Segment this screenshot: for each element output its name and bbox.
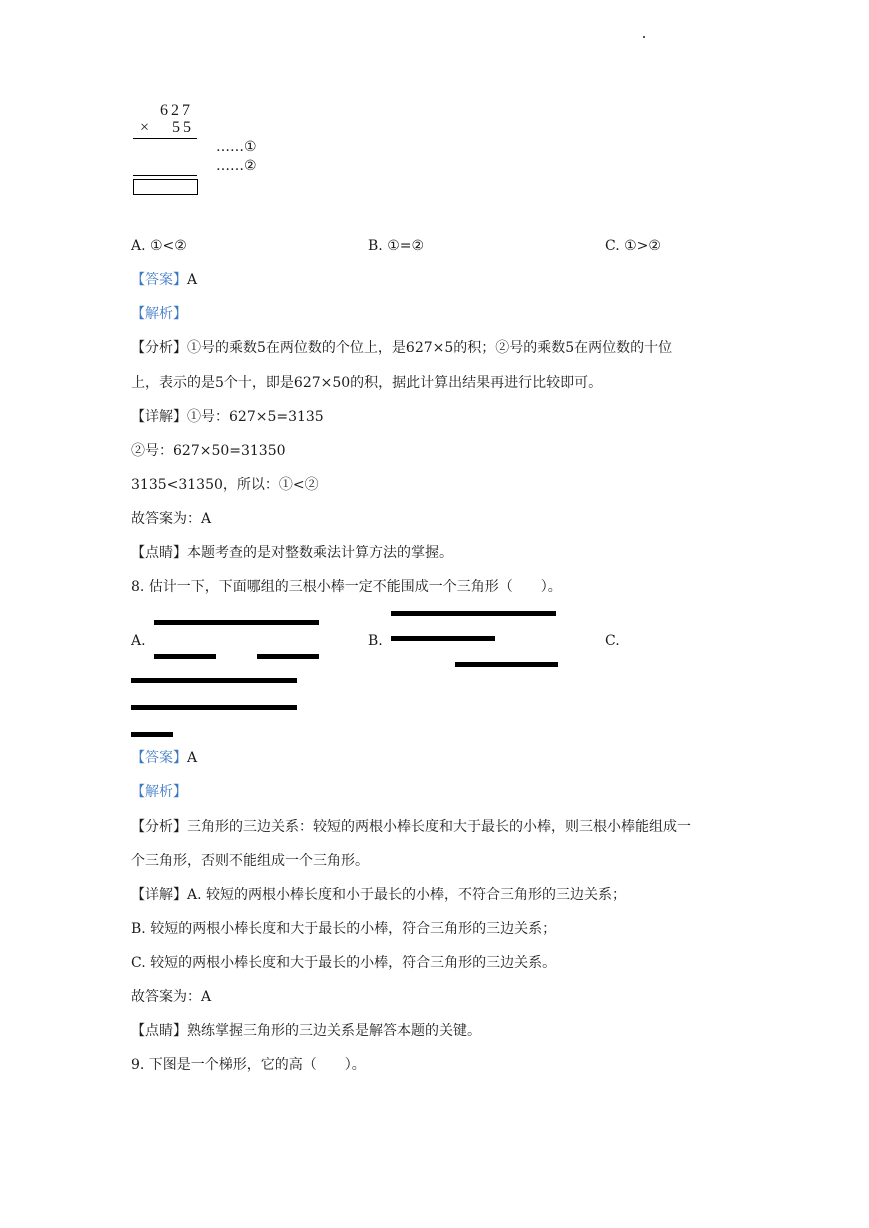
bottom-number: 55	[172, 119, 194, 136]
times-sign: ×	[140, 119, 153, 136]
option-c-stick-1	[131, 678, 297, 683]
q8-dianjing	[131, 1021, 481, 1041]
q7-conclusion: 故答案为：A	[131, 511, 212, 527]
q8-option-a-label: A.	[131, 633, 146, 649]
q7-fenxi-line2: 上，表示的是5个十，即是627×50的积，据此计算出结果再进行比较即可。	[131, 375, 603, 391]
xiangjie-text: A. 较短的两根小棒长度和小于最长的小棒，不符合三角形的三边关系；	[187, 887, 627, 903]
xiangjie-text: ①号：627×5=3135	[187, 409, 324, 425]
option-c-stick-3	[131, 732, 173, 737]
header-dot-mark	[643, 36, 645, 38]
dianjing-text: 本题考查的是对整数乘法计算方法的掌握。	[187, 545, 453, 561]
fenxi-tag: 【分析】	[131, 819, 187, 835]
q7-option-c: C. ①>②	[605, 238, 661, 254]
q7-option-b: B. ①=②	[368, 238, 425, 254]
q8-xiangjie-line2: B. 较短的两根小棒长度和大于最长的小棒，符合三角形的三边关系；	[131, 921, 557, 937]
q8-conclusion: 故答案为：A	[131, 989, 212, 1005]
xiangjie-tag: 【详解】	[131, 887, 187, 903]
answer-tag: 【答案】	[131, 750, 187, 766]
dianjing-text: 熟练掌握三角形的三边关系是解答本题的关键。	[187, 1023, 481, 1039]
partial-product-label-2: ……②	[216, 158, 257, 174]
top-number: 627	[160, 102, 193, 119]
q8-fenxi-line2: 个三角形，否则不能组成一个三角形。	[131, 853, 369, 869]
option-b-stick-short	[455, 662, 558, 667]
q7-dianjing	[131, 543, 453, 563]
q7-xiangjie-line1	[131, 407, 324, 427]
q8-xiangjie-line3: C. 较短的两根小棒长度和大于最长的小棒，符合三角形的三边关系。	[131, 955, 557, 971]
partial-product-label-1: ……①	[216, 139, 257, 155]
xiangjie-tag: 【详解】	[131, 409, 187, 425]
q7-xiangjie-line3: 3135<31350，所以：①<②	[131, 477, 319, 493]
q8-option-b-label: B.	[368, 633, 383, 649]
option-a-stick-short-1	[154, 654, 216, 659]
dianjing-tag: 【点睛】	[131, 545, 187, 561]
answer-value: A	[187, 272, 198, 288]
fenxi-text: ①号的乘数5在两位数的个位上，是627×5的积；②号的乘数5在两位数的十位	[187, 340, 673, 356]
answer-tag: 【答案】	[131, 272, 187, 288]
q7-option-a: A. ①<②	[131, 238, 187, 254]
q8-stem: 8. 估计一下，下面哪组的三根小棒一定不能围成一个三角形（ ）。	[131, 579, 562, 595]
product-line-bottom	[133, 175, 197, 176]
q9-stem: 9. 下图是一个梯形，它的高（ ）。	[131, 1057, 366, 1073]
q7-xiangjie-line2: ②号：627×50=31350	[131, 443, 286, 459]
fenxi-tag: 【分析】	[131, 340, 187, 356]
option-a-stick-short-2	[257, 654, 319, 659]
product-line-top	[133, 138, 197, 139]
q8-answer	[131, 748, 197, 768]
answer-box	[133, 179, 198, 195]
q7-analysis-tag: 【解析】	[131, 306, 187, 322]
fenxi-text: 三角形的三边关系：较短的两根小棒长度和大于最长的小棒，则三根小棒能组成一	[187, 819, 691, 835]
q8-option-c-label: C.	[605, 633, 620, 649]
q8-analysis-tag: 【解析】	[131, 784, 187, 800]
q7-fenxi-line1	[131, 338, 672, 358]
dianjing-tag: 【点睛】	[131, 1023, 187, 1039]
option-b-stick-long	[391, 611, 556, 616]
q8-fenxi-line1	[131, 817, 691, 837]
q8-xiangjie-line1	[131, 885, 626, 905]
option-c-stick-2	[131, 705, 297, 710]
q7-answer	[131, 270, 197, 290]
option-a-stick-long	[154, 620, 319, 625]
answer-value: A	[187, 750, 198, 766]
option-b-stick-medium	[391, 636, 495, 641]
